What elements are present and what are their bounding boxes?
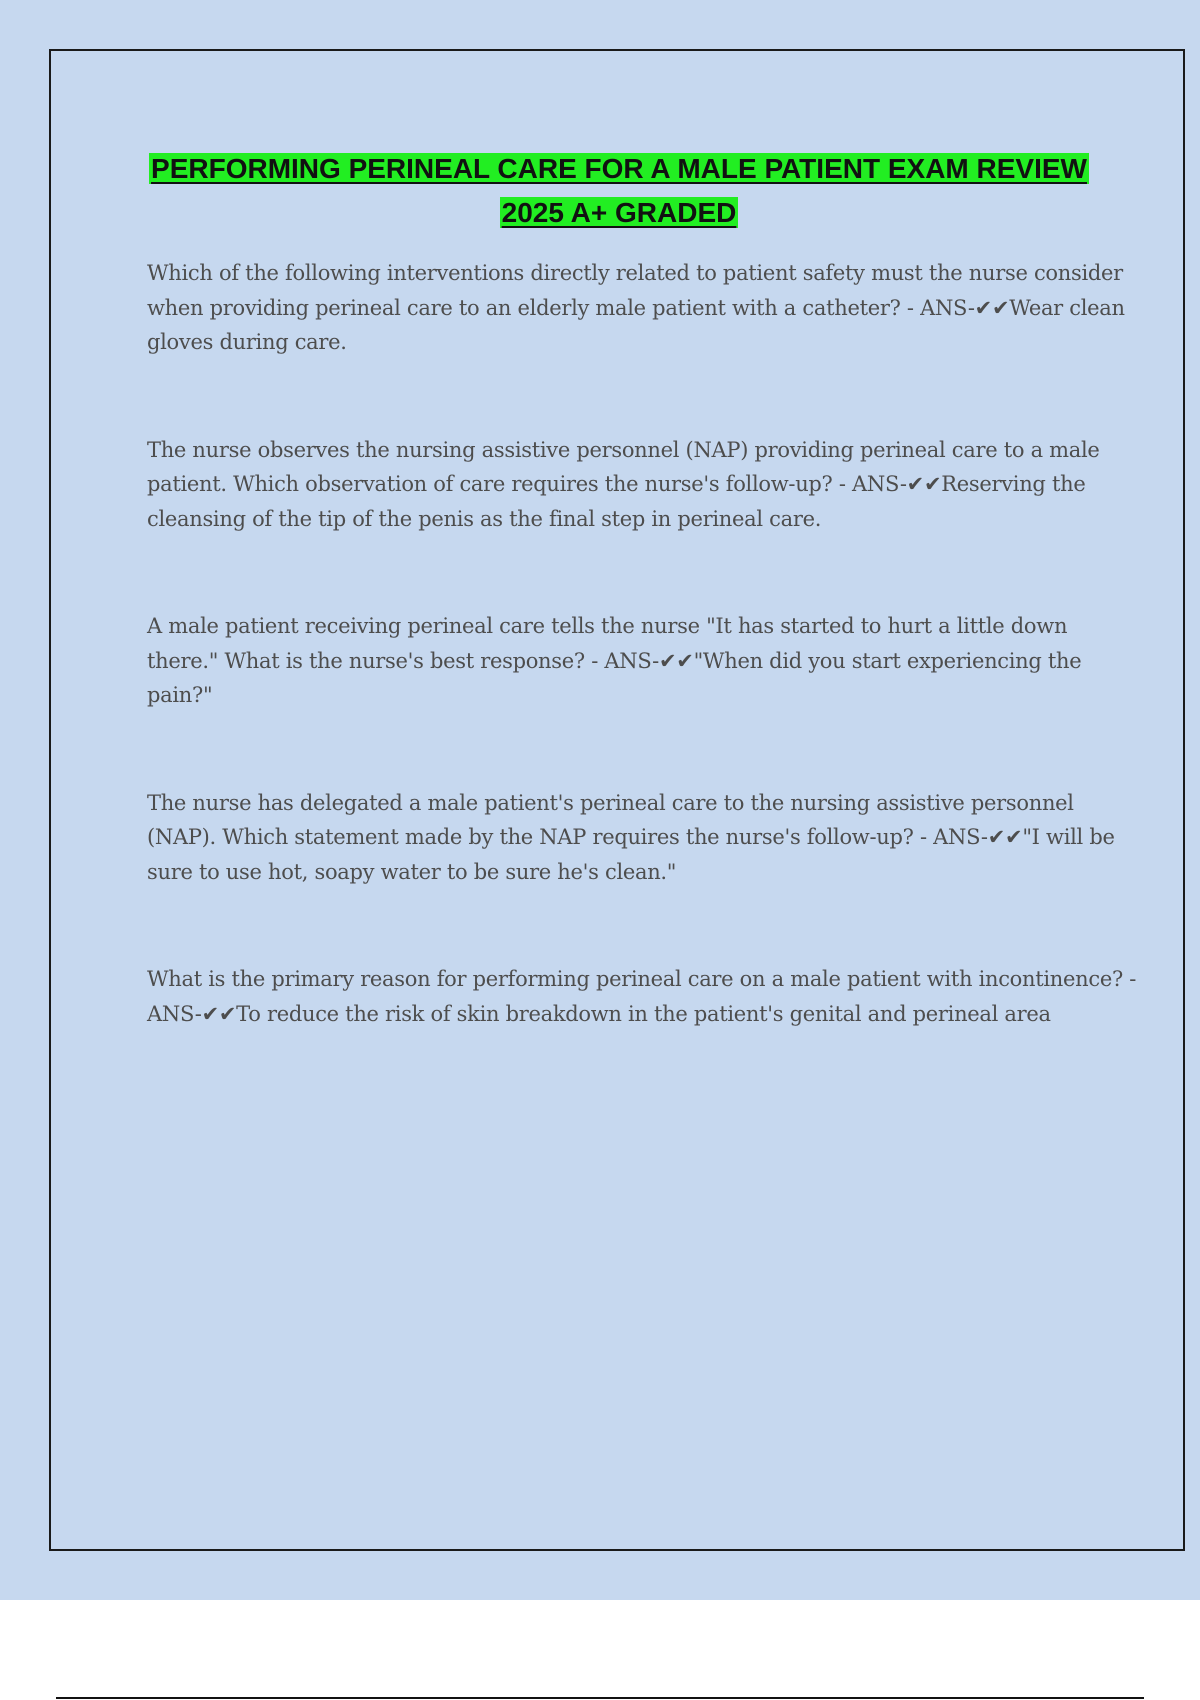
document-title xyxy=(51,147,1187,235)
document-frame xyxy=(49,49,1185,1551)
qa-item-2: The nurse observes the nursing assistive personnel (NAP) providing perineal care to a male patient. Which observation of care requires the nurse's follow-up? - ANS-✔✔Reserving the cleansing of the tip of the penis as the final step in perineal care. xyxy=(147,437,1100,531)
qa-item-3: A male patient receiving perineal care tells the nurse "It has started to hurt a little down there." What is the nurse's best response? - ANS-✔✔"When did you start experiencing the pain?" xyxy=(147,614,1082,707)
qa-item-1: Which of the following interventions directly related to patient safety must the nurse consider when providing perineal care to an elderly male patient with a catheter? - ANS-✔✔Wear clean gloves during care. xyxy=(147,261,1125,354)
title-line-1: PERFORMING PERINEAL CARE FOR A MALE PATIENT EXAM REVIEW xyxy=(151,153,1087,184)
title-line-2: 2025 A+ GRADED xyxy=(501,197,737,228)
footer-divider xyxy=(56,1697,1144,1699)
qa-list xyxy=(147,256,1137,1104)
qa-item-4: The nurse has delegated a male patient's perineal care to the nursing assistive personnel (NAP). Which statement made by the NAP requires the nurse's follow-up? - ANS-✔✔"I will be sure to use hot, soapy water to be sure he's clean." xyxy=(147,790,1115,884)
qa-item-5: What is the primary reason for performing perineal care on a male patient with incontinence? - ANS-✔✔To reduce the risk of skin breakdown in the patient's genital and perineal area xyxy=(147,967,1137,1026)
